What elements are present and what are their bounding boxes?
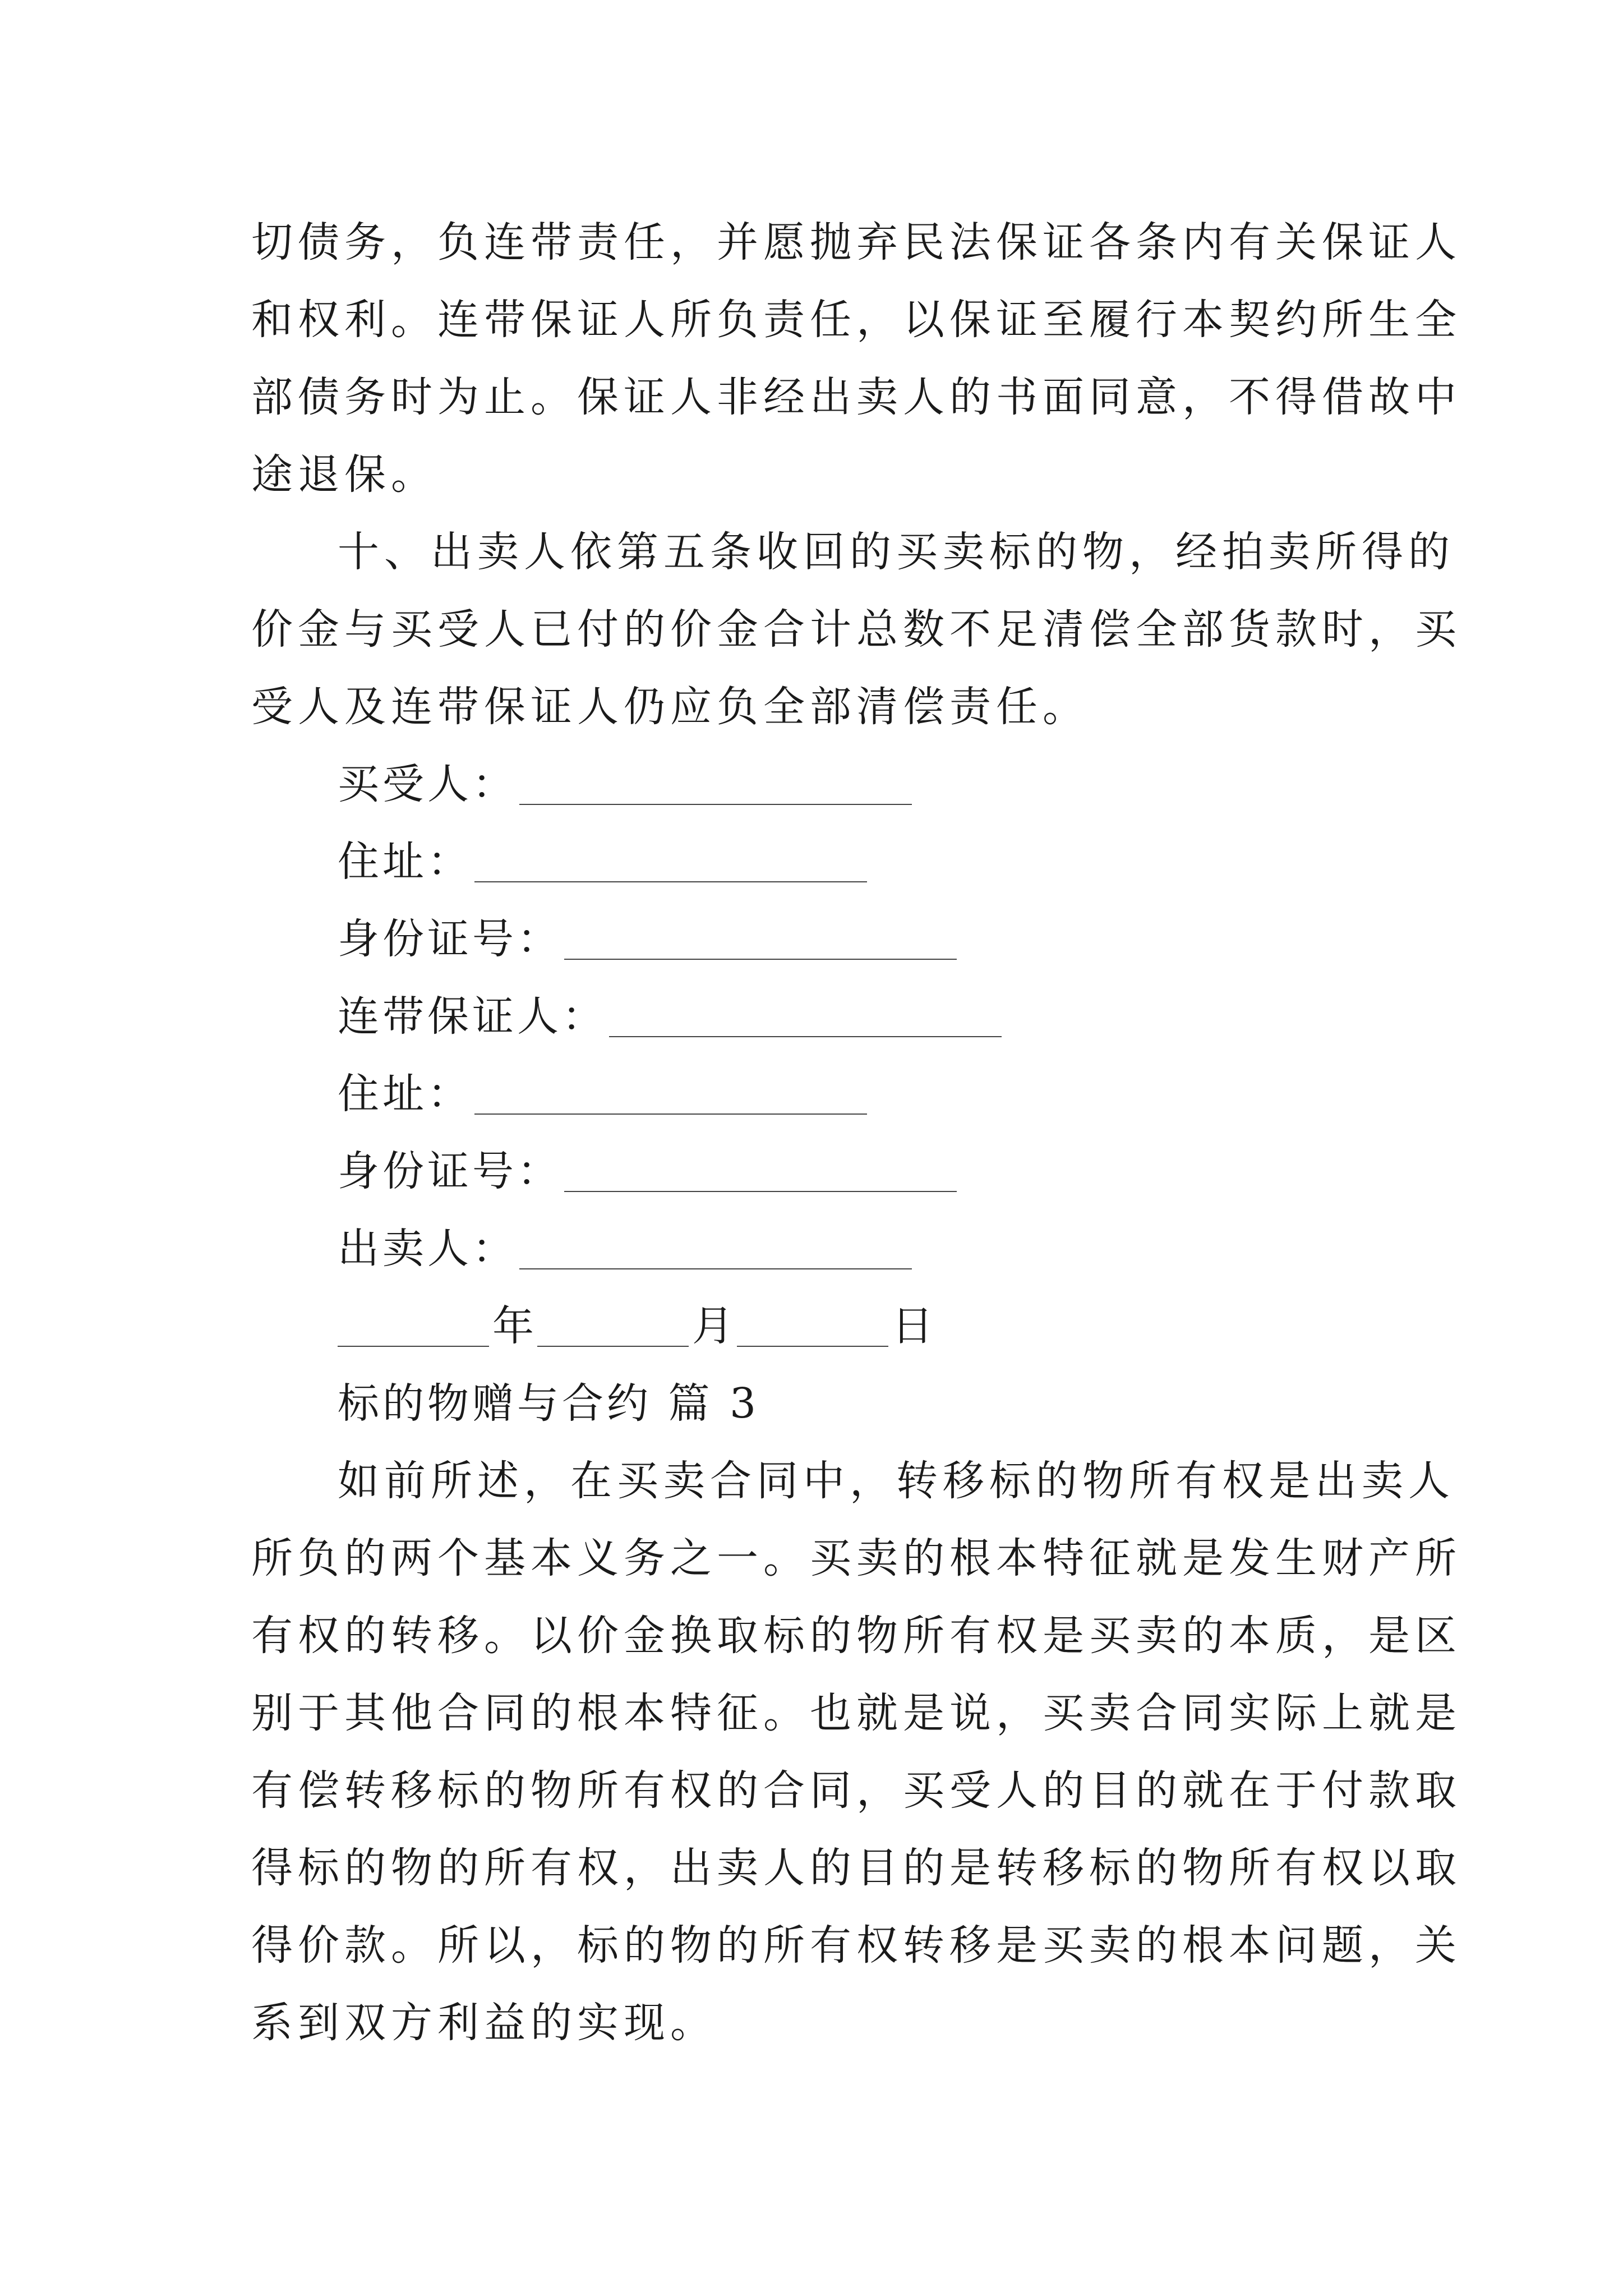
paragraph-1-line-1: 切债务，负连带责任，并愿抛弃民法保证各条内有关保证人 — [251, 218, 1461, 266]
guarantor-field — [338, 992, 1002, 1041]
seller-blank[interactable] — [519, 1230, 912, 1269]
paragraph-2-line-1: 十、出卖人依第五条收回的买卖标的物，经拍卖所得的 — [338, 528, 1455, 576]
paragraph-3-line-7: 得价款。所以，标的物的所有权转移是买卖的根本问题，关 — [251, 1921, 1461, 1970]
day-blank[interactable] — [737, 1308, 888, 1347]
guarantor-id-label: 身份证号： — [338, 1147, 562, 1195]
guarantor-address-label: 住址： — [338, 1070, 472, 1118]
paragraph-3-line-2: 所负的两个基本义务之一。买卖的根本特征就是发生财产所 — [251, 1534, 1461, 1582]
buyer-id-label: 身份证号： — [338, 915, 562, 963]
paragraph-1-line-3: 部债务时为止。保证人非经出卖人的书面同意，不得借故中 — [251, 373, 1461, 421]
paragraph-1-line-4: 途退保。 — [251, 450, 437, 499]
paragraph-3-line-1: 如前所述，在买卖合同中，转移标的物所有权是出卖人 — [338, 1457, 1455, 1505]
section-heading: 标的物赠与合约 篇 3 — [338, 1379, 760, 1428]
buyer-address-field — [338, 838, 867, 886]
seller-label: 出卖人： — [338, 1225, 517, 1273]
year-blank[interactable] — [338, 1308, 489, 1347]
guarantor-address-field — [338, 1070, 867, 1118]
paragraph-2-line-2: 价金与买受人已付的价金合计总数不足清偿全部货款时，买 — [251, 605, 1461, 654]
year-unit: 年 — [492, 1302, 534, 1350]
paragraph-1-line-2: 和权利。连带保证人所负责任，以保证至履行本契约所生全 — [251, 296, 1461, 344]
paragraph-2-line-3: 受人及连带保证人仍应负全部清偿责任。 — [251, 683, 1089, 731]
buyer-id-blank[interactable] — [564, 921, 957, 960]
guarantor-address-blank[interactable] — [474, 1075, 867, 1115]
paragraph-3-line-8: 系到双方利益的实现。 — [251, 1999, 717, 2047]
paragraph-3-line-4: 别于其他合同的根本特征。也就是说，买卖合同实际上就是 — [251, 1689, 1461, 1737]
date-line — [338, 1302, 937, 1350]
buyer-label: 买受人： — [338, 760, 517, 808]
buyer-blank[interactable] — [519, 766, 912, 805]
guarantor-label: 连带保证人： — [338, 992, 607, 1041]
guarantor-id-field — [338, 1147, 957, 1195]
month-unit: 月 — [692, 1302, 734, 1350]
month-blank[interactable] — [537, 1308, 689, 1347]
seller-field — [338, 1225, 912, 1273]
buyer-field — [338, 760, 912, 808]
guarantor-blank[interactable] — [609, 998, 1002, 1037]
paragraph-3-line-6: 得标的物的所有权，出卖人的目的是转移标的物所有权以取 — [251, 1844, 1461, 1892]
paragraph-3-line-5: 有偿转移标的物所有权的合同，买受人的目的就在于付款取 — [251, 1766, 1461, 1815]
buyer-address-label: 住址： — [338, 838, 472, 886]
guarantor-id-blank[interactable] — [564, 1153, 957, 1192]
paragraph-3-line-3: 有权的转移。以价金换取标的物所有权是买卖的本质，是区 — [251, 1612, 1461, 1660]
buyer-id-field — [338, 915, 957, 963]
buyer-address-blank[interactable] — [474, 843, 867, 882]
day-unit: 日 — [892, 1302, 933, 1350]
